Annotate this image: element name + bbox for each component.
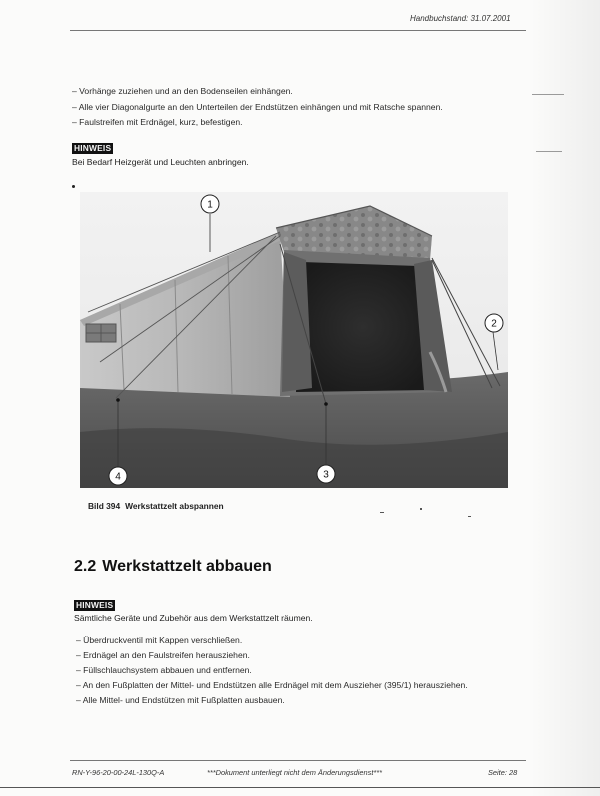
callout-anchor <box>324 402 328 406</box>
scan-speck <box>420 508 422 510</box>
list-item: – Alle Mittel- und Endstützen mit Fußplatten ausbauen. <box>76 695 285 705</box>
tent-photo <box>80 192 508 488</box>
footer-doc-code: RN-Y-96-20-00-24L-130Q-A <box>72 768 165 777</box>
figure-number: Bild 394 <box>88 501 121 511</box>
hint-text: Bei Bedarf Heizgerät und Leuchten anbringen. <box>72 157 249 167</box>
section-number: 2.2 <box>74 558 97 575</box>
callout-3 <box>317 465 335 483</box>
footer-page-number: Seite: 28 <box>488 768 518 777</box>
list-item: – Faulstreifen mit Erdnägel, kurz, befestigen. <box>72 117 243 127</box>
header-date: Handbuchstand: 31.07.2001 <box>410 14 511 23</box>
list-item: – Überdruckventil mit Kappen verschließen. <box>76 635 243 645</box>
scan-page-edge <box>530 0 600 796</box>
callout-1 <box>201 195 219 213</box>
list-item: – Alle vier Diagonalgurte an den Unterteilen der Endstützen einhängen und mit Ratsche spannen. <box>72 101 443 112</box>
footer-notice: ***Dokument unterliegt nicht dem Änderungsdienst*** <box>207 768 383 777</box>
list-item: – Erdnägel an den Faulstreifen herausziehen. <box>76 650 250 660</box>
callout-2 <box>485 314 503 332</box>
bottom-bullet-list <box>76 633 526 708</box>
top-bullet-list <box>72 84 522 131</box>
callout-number: 1 <box>207 199 213 211</box>
callout-number: 2 <box>491 318 497 330</box>
section-heading <box>74 558 272 576</box>
footer-rule <box>70 760 526 761</box>
hinweis-badge: HINWEIS <box>76 600 114 610</box>
stray-dot <box>72 185 75 188</box>
list-item: – An den Fußplatten der Mittel- und Endstützen alle Erdnägel mit dem Auszieher (395/1) herausziehen. <box>76 680 468 690</box>
callout-number: 4 <box>115 471 121 483</box>
scan-margin-mark <box>536 151 562 152</box>
hint-text: Sämtliche Geräte und Zubehör aus dem Werkstattzelt räumen. <box>74 613 313 623</box>
list-item: – Füllschlauchsystem abbauen und entfernen. <box>76 665 252 675</box>
header-rule <box>70 30 526 31</box>
callout-anchor <box>116 398 120 402</box>
scan-margin-mark <box>532 94 564 95</box>
figure-caption <box>88 501 224 511</box>
figure-title: Werkstattzelt abspannen <box>125 501 224 511</box>
list-item: – Vorhänge zuziehen und an den Bodenseilen einhängen. <box>72 86 293 96</box>
hinweis-badge: HINWEIS <box>74 143 112 153</box>
scan-speck <box>468 516 471 517</box>
tent-photo-drawing <box>80 192 508 488</box>
scan-bottom-edge <box>0 787 600 788</box>
section-title: Werkstattzelt abbauen <box>102 558 272 575</box>
callout-4 <box>109 467 127 485</box>
callout-number: 3 <box>323 469 329 481</box>
scan-speck <box>380 512 384 513</box>
